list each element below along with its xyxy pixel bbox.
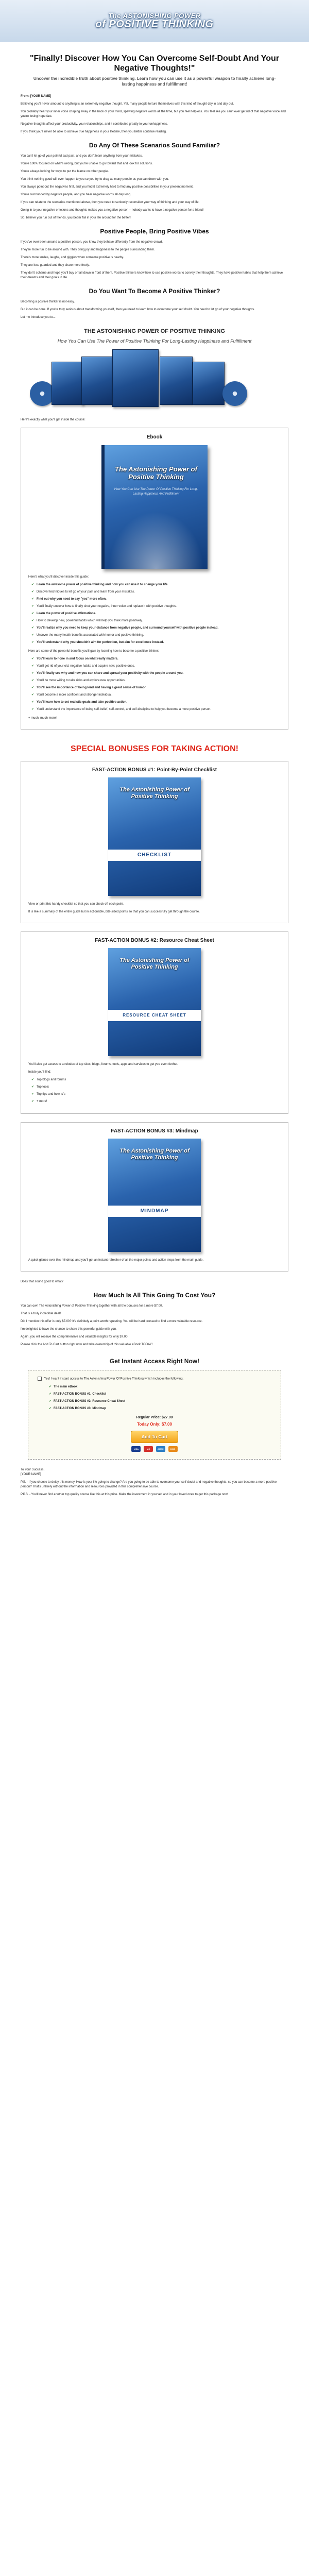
amex-icon: AMEX [156,1446,165,1452]
list-item: ✔ Learn the power of positive affirmations. [31,612,281,616]
scenarios-heading: Do Any Of These Scenarios Sound Familiar? [89,142,220,149]
pricing-paragraph: That is a truly incredible deal! [21,1312,61,1315]
list-item: ✔ You'll finally uncover how to finally shut your negative, inner voice and replace it with positive thoughts. [31,604,281,609]
become-item: But it can be done. If you're truly serious about transforming yourself, then you need to learn how to overcome your self doubt. You need to let go of your negative thoughts. [21,308,255,312]
add-to-cart-button[interactable]: Add To Cart [131,1431,178,1443]
ebook-cover-title: The Astonishing Power of Positive Thinking [115,465,197,481]
list-item: ✔ You'll finally see why and how you can share and spread your positivity with the people around you. [31,671,281,676]
list-item: ✔ You'll learn how to set realistic goals and take positive action. [31,700,281,705]
bonus-3-text: A quick glance over this mindmap and you'll get an instant refresher of all the major points and action steps from the main guide. [28,1258,203,1262]
visa-icon: VISA [131,1446,141,1452]
bonus-3-cover-title: The Astonishing Power of Positive Thinking [119,1147,190,1161]
list-item: ✔ Top tools [31,1085,281,1090]
regular-price: Regular Price: $27.00 [136,1415,173,1419]
list-item: ✔ You'll understand why you shouldn't aim for perfection, but aim for excellence instead. [31,640,281,645]
author-name: [YOUR NAME] [21,1473,41,1477]
inside-lead: Here's exactly what you'll get inside the course: [21,418,85,421]
cheatsheet-cover [52,362,83,405]
scenario-item: You're surrounded by negative people, and you hear negative words all day long. [21,193,131,197]
intro-paragraph: Negative thoughts affect your productivity, your relationships, and it contributes greatly to your unhappiness. [21,123,168,126]
vibes-heading: Positive People, Bring Positive Vibes [100,228,209,235]
ebook-more: + much, much more! [28,716,57,720]
light-burst-icon [105,507,208,569]
order-box [28,1370,281,1460]
list-item: ✔ You'll get rid of your old, negative habits and acquire new, positive ones. [31,664,281,669]
pricing-heading: How Much Is All This Going To Cost You? [93,1291,216,1299]
pricing-paragraph: I'm delighted to have the chance to share this powerful guide with you. [21,1327,117,1331]
intro-paragraph: Believing you'll never amount to anything is an extremely negative thought. Yet, many people torture themselves with this kind of thought day in and day out. [21,103,234,106]
ebook-benefits-list [28,657,281,712]
order-yes-text: Yes! I want instant access to The Astonishing Power Of Positive Thinking which includes the following: [44,1377,184,1381]
pricing-paragraph: Did I mention this offer is only $7.00? It's definitely a point worth repeating. You will be hard pressed to find a more valuable resource. [21,1319,203,1323]
special-bonuses-heading: SPECIAL BONUSES FOR TAKING ACTION! [71,744,238,753]
scenario-item: You're 100% focused on what's wrong, but you're unable to go toward that and look for solutions. [21,162,153,166]
ebook-cover-image [101,445,208,569]
signature [21,1468,288,1497]
mindmap-cover-image [108,1139,201,1252]
list-item: ✔ How to develop new, powerful habits which will help you think more positively. [31,619,281,623]
list-item: ✔ Top tips and how to's [31,1092,281,1097]
order-yes-line [38,1377,271,1382]
bonus-2-cover-title: The Astonishing Power of Positive Thinking [119,957,190,970]
pricing-paragraph: Please click the Add To Cart button right now and take ownership of this valuable eBook TODAY! [21,1343,153,1346]
bonus-3-cover-band: MINDMAP [108,1206,201,1217]
bonus-2-list-lead: Inside you'll find: [28,1070,52,1074]
ebook-lead: Here's what you'll discover inside this guide: [28,575,89,579]
ebook-points-list [28,583,281,645]
logo-line-1: The ASTONISHING POWER [108,11,201,20]
list-item: ✔ You'll become a more confident and stronger individual. [31,693,281,698]
scenario-item: So, believe you run out of friends, you better fail in your life around for the better! [21,216,131,220]
vibes-item: They are less guarded and they share more freely. [21,264,90,267]
bonus-1-text: View or print this handy checklist so that you can check off each point. [28,902,124,906]
ps-line: P.S. - If you choose to delay this money. How is your life going to change? Are you going to be able to overcome your self-doubt and negative thoughts, so you can become a more positive person? That's unlikely without the information and resources provided in this comprehensive course. [21,1481,277,1489]
mastercard-icon: MC [144,1446,153,1452]
become-heading: Do You Want To Become A Positive Thinker? [89,287,220,295]
list-item: ✔ Uncover the many health benefits associated with humor and positive thinking. [31,633,281,638]
list-item: ✔ You'll realize why you need to keep your distance from negative people, and surround yourself with positive people instead. [31,626,281,631]
bonus-1-box [21,761,288,923]
become-item: Becoming a positive thinker is not easy. [21,300,75,304]
pps-line: P.P.S. - You'll never find another top quality course like this at this price. Make the investment in yourself and in your loved ones to get this package now! [21,1493,229,1497]
order-items-list [38,1385,271,1411]
checklist-cover-image [108,777,201,896]
mindmap-cover [160,357,193,405]
pricing-question: Does that sound good to what? [21,1280,64,1283]
bonus-2-text: You'll also get access to a rolodex of top sites, blogs, forums, tools, apps and services to get you even further. [28,1062,178,1066]
bonus-1-text: It is like a summary of the entire guide but in actionable, bite-sized points so that you can successfully get through the course. [28,910,200,913]
bonus-2-title: FAST-ACTION BONUS #2: Resource Cheat Sheet [95,937,214,943]
become-item: Let me introduce you to... [21,316,56,319]
scenario-item: You think nothing good will ever happen to you so you try to drag as many people as you can down with you. [21,178,169,181]
product-name: THE ASTONISHING POWER OF POSITIVE THINKING [84,328,225,335]
scenario-item: Going in to your negative emotions and thoughts makes you a negative person – nobody wants to have a negative person for a friend! [21,209,204,212]
list-item: ✔ + more! [31,1099,281,1104]
pricing-paragraph: Again, you will receive the comprehensive and valuable insights for only $7.00! [21,1335,129,1338]
checkbox-icon[interactable] [38,1377,42,1381]
vibes-item: They don't scheme and hope you'll buy or fall down in front of them. Positive thinkers know how to use positive words to convey their thoughts. They have positive habits that help them achieve their dreams and their goals in life. [21,272,283,280]
regards: To Your Success, [21,1468,45,1472]
ebook-box [21,428,288,730]
payment-cards [38,1446,271,1452]
checklist-cover [81,357,114,405]
ebook-mid: Here are some of the powerful benefits you'll gain by learning how to become a positive thinker: [28,649,159,653]
dvd-disc-icon [222,381,247,406]
list-item: ✔ FAST-ACTION BONUS #3: Mindmap [49,1406,271,1411]
bonus-1-cover-title: The Astonishing Power of Positive Thinking [119,786,190,800]
from-line: From: [YOUR NAME] [21,95,52,98]
bonus-1-title: FAST-ACTION BONUS #1: Point-By-Point Checklist [92,767,217,773]
list-item: ✔ Discover techniques to let go of your past and learn from your mistakes. [31,590,281,595]
bonus-1-cover-band: CHECKLIST [108,850,201,861]
vibes-item: They're more fun to be around with. They bring joy and happiness to the people surrounding them. [21,248,155,252]
list-item: ✔ Top blogs and forums [31,1078,281,1082]
pricing-paragraph: You can own The Astonishing Power of Positive Thinking together with all the bonuses for a mere $7.00. [21,1304,163,1308]
scenario-item: You always point out the negatives first, and you find it extremely hard to find any positive possibilities in your present moment. [21,185,194,189]
scenario-item: If you can relate to the scenarios mentioned above, then you need to seriously reconsider your way of thinking and your way of life. [21,201,200,205]
intro-paragraph: You probably hear your inner voice chirping away in the back of your mind, spewing negative words all the time, but you feel helpless. You feel like you can't ever get rid of that negative voice and you're losing hope fast. [21,110,286,118]
ebook-cover-subtitle: How You Can Use The Power Of Positive Thinking For Long-Lasting Happiness And Fulfillment [114,487,198,496]
resource-cover-image [108,948,201,1056]
vibes-item: There's more smiles, laughs, and giggles when someone positive is nearby. [21,256,124,260]
discover-icon: DISC [168,1446,178,1452]
vibes-item: If you've ever been around a positive person, you know they behave differently from the negative crowd. [21,241,163,244]
list-item: ✔ You'll see the importance of being kind and having a great sense of humor. [31,686,281,690]
order-heading: Get Instant Access Right Now! [109,1357,200,1365]
intro-paragraph: If you think you'll never be able to achieve true happiness in your lifetime, then you better continue reading. [21,130,167,134]
today-price: Today Only: $7.00 [137,1422,172,1427]
header-banner [0,0,309,42]
scenario-item: You can't let go of your painful sad past, and you don't learn anything from your mistakes. [21,155,143,158]
ebook-cover [112,349,159,407]
dvd-disc-icon [30,381,55,406]
bonus-3-title: FAST-ACTION BONUS #3: Mindmap [111,1128,198,1134]
bonus-2-cover-band: RESOURCE CHEAT SHEET [108,1010,201,1021]
list-item: ✔ Learn the awesome power of positive thinking and how you can use it to change your life. [31,583,281,587]
list-item: ✔ You'll learn to hone in and focus on what really matters. [31,657,281,662]
resource-cover [193,362,225,405]
list-item: ✔ FAST-ACTION BONUS #1: Checklist [49,1392,271,1397]
ebook-box-title: Ebook [146,434,163,440]
logo-line-2: of POSITIVE THINKING [95,19,214,30]
bonus-3-box [21,1122,288,1272]
headline: "Finally! Discover How You Can Overcome Self-Doubt And Your Negative Thoughts!" [29,54,280,73]
list-item: ✔ You'll understand the importance of being self-belief, self-control, and self-discipline to help you become a more positive person. [31,707,281,712]
logo [96,12,214,30]
product-bundle-image [21,349,288,409]
product-intro [21,327,288,344]
bonus-2-list [28,1078,281,1104]
list-item: ✔ Find out why you need to say "yes" more often. [31,597,281,602]
main-content [21,54,288,1505]
list-item: ✔ You'll be more willing to take risks and explore new opportunities. [31,679,281,683]
scenario-item: You're always looking for ways to put the blame on other people. [21,170,109,174]
list-item: ✔ The main eBook [49,1385,271,1389]
bonus-2-box [21,931,288,1114]
product-tagline: How You Can Use The Power of Positive Thinking For Long-Lasting Happiness and Fulfillment [57,338,252,344]
list-item: ✔ FAST-ACTION BONUS #2: Resource Cheat Sheet [49,1399,271,1404]
subheadline: Uncover the incredible truth about positive thinking. Learn how you can use it as a powerful weapon to finally achieve long-lasting happiness and fulfillment! [33,76,276,87]
